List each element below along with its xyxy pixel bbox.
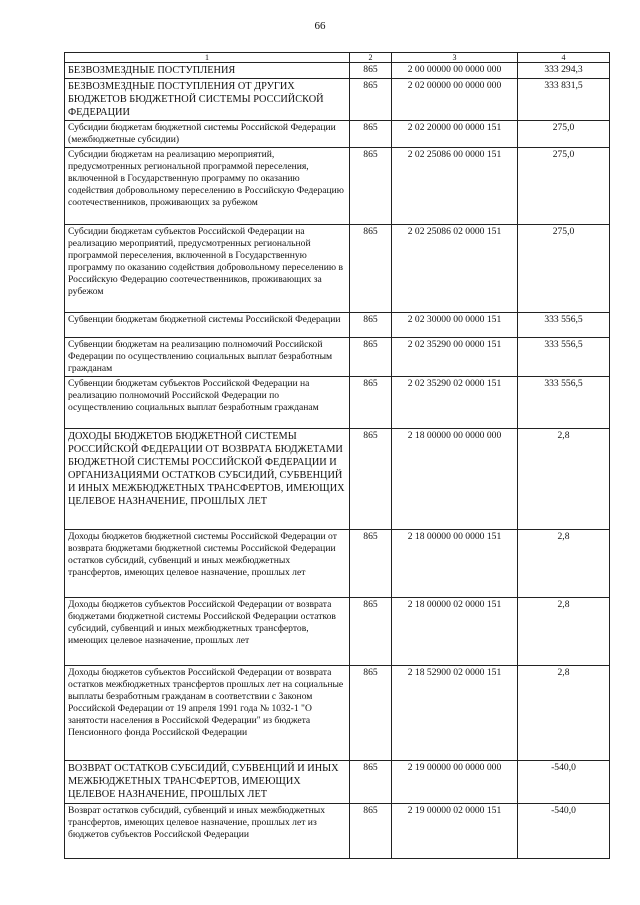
table-body [65,53,610,859]
row-amount-cell: 2,8 [518,429,610,530]
table-row [65,63,610,79]
row-admin-code-cell: 865 [350,804,392,859]
column-header-name: 1 [65,53,350,63]
row-amount-cell: 333 556,5 [518,338,610,377]
column-header-kbk: 3 [392,53,518,63]
row-amount-cell: 275,0 [518,121,610,148]
row-name-cell: Субвенции бюджетам на реализацию полномочий Российской Федерации по осуществлению социальных выплат безработным гражданам [65,338,350,377]
row-budget-code-cell: 2 18 00000 00 0000 151 [392,530,518,598]
row-name-cell: Субвенции бюджетам субъектов Российской Федерации на реализацию полномочий Российской Федерации по осуществлению социальных выплат безработным гражданам [65,377,350,429]
row-admin-code-cell: 865 [350,63,392,79]
row-amount-cell: 333 294,3 [518,63,610,79]
row-name-cell: ВОЗВРАТ ОСТАТКОВ СУБСИДИЙ, СУБВЕНЦИЙ И ИНЫХ МЕЖБЮДЖЕТНЫХ ТРАНСФЕРТОВ, ИМЕЮЩИХ ЦЕЛЕВОЕ НАЗНАЧЕНИЕ, ПРОШЛЫХ ЛЕТ [65,761,350,804]
table-row [65,377,610,429]
row-name-cell: Субвенции бюджетам бюджетной системы Российской Федерации [65,313,350,338]
row-admin-code-cell: 865 [350,225,392,313]
column-header-sum: 4 [518,53,610,63]
row-budget-code-cell: 2 02 25086 02 0000 151 [392,225,518,313]
row-budget-code-cell: 2 02 35290 02 0000 151 [392,377,518,429]
row-amount-cell: 2,8 [518,666,610,761]
row-admin-code-cell: 865 [350,598,392,666]
table-header-row [65,53,610,63]
row-admin-code-cell: 865 [350,338,392,377]
row-amount-cell: 333 831,5 [518,79,610,121]
row-admin-code-cell: 865 [350,429,392,530]
row-name-cell: ДОХОДЫ БЮДЖЕТОВ БЮДЖЕТНОЙ СИСТЕМЫ РОССИЙСКОЙ ФЕДЕРАЦИИ ОТ ВОЗВРАТА БЮДЖЕТАМИ БЮДЖЕТНОЙ СИСТЕМЫ РОССИЙСКОЙ ФЕДЕРАЦИИ И ОРГАНИЗАЦИЯМИ ОСТАТКОВ СУБСИДИЙ, СУБВЕНЦИЙ И ИНЫХ МЕЖБЮДЖЕТНЫХ ТРАНСФЕРТОВ, ИМЕЮЩИХ ЦЕЛЕВОЕ НАЗНАЧЕНИЕ, ПРОШЛЫХ ЛЕТ [65,429,350,530]
row-budget-code-cell: 2 18 00000 02 0000 151 [392,598,518,666]
row-budget-code-cell: 2 02 20000 00 0000 151 [392,121,518,148]
row-admin-code-cell: 865 [350,121,392,148]
row-name-cell: Возврат остатков субсидий, субвенций и иных межбюджетных трансфертов, имеющих целевое назначение, прошлых лет из бюджетов субъектов Российской Федерации [65,804,350,859]
row-amount-cell: 333 556,5 [518,377,610,429]
table-row [65,598,610,666]
row-amount-cell: 2,8 [518,530,610,598]
row-name-cell: БЕЗВОЗМЕЗДНЫЕ ПОСТУПЛЕНИЯ ОТ ДРУГИХ БЮДЖЕТОВ БЮДЖЕТНОЙ СИСТЕМЫ РОССИЙСКОЙ ФЕДЕРАЦИИ [65,79,350,121]
row-name-cell: Доходы бюджетов субъектов Российской Федерации от возврата бюджетами бюджетной системы Российской Федерации остатков субсидий, субвенций и иных межбюджетных трансфертов, имеющих целевое назначение, прошлых лет [65,598,350,666]
row-budget-code-cell: 2 18 00000 00 0000 000 [392,429,518,530]
table-row [65,121,610,148]
row-name-cell: Субсидии бюджетам на реализацию мероприятий, предусмотренных региональной программой переселения, включенной в Государственную программу по оказанию содействия добровольному переселению в Российскую Федерацию соотечественников, проживающих за рубежом [65,148,350,225]
row-name-cell: БЕЗВОЗМЕЗДНЫЕ ПОСТУПЛЕНИЯ [65,63,350,79]
row-budget-code-cell: 2 02 30000 00 0000 151 [392,313,518,338]
row-name-cell: Субсидии бюджетам субъектов Российской Федерации на реализацию мероприятий, предусмотренных региональной программой переселения, включенной в Государственную программу по оказанию содействия добровольному переселению в Российскую Федерацию соотечественников, проживающих за рубежом [65,225,350,313]
table-row [65,429,610,530]
table-row [65,225,610,313]
row-amount-cell: 333 556,5 [518,313,610,338]
row-budget-code-cell: 2 18 52900 02 0000 151 [392,666,518,761]
row-name-cell: Доходы бюджетов бюджетной системы Российской Федерации от возврата бюджетами бюджетной системы Российской Федерации остатков субсидий, субвенций и иных межбюджетных трансфертов, имеющих целевое назначение, прошлых лет [65,530,350,598]
budget-revenue-table [64,52,610,859]
page-number: 66 [314,20,326,32]
row-budget-code-cell: 2 19 00000 00 0000 000 [392,761,518,804]
row-admin-code-cell: 865 [350,148,392,225]
row-budget-code-cell: 2 02 00000 00 0000 000 [392,79,518,121]
table-row [65,338,610,377]
column-header-code: 2 [350,53,392,63]
row-admin-code-cell: 865 [350,761,392,804]
row-budget-code-cell: 2 00 00000 00 0000 000 [392,63,518,79]
row-admin-code-cell: 865 [350,377,392,429]
row-amount-cell: 2,8 [518,598,610,666]
row-budget-code-cell: 2 19 00000 02 0000 151 [392,804,518,859]
table-row [65,761,610,804]
row-budget-code-cell: 2 02 35290 00 0000 151 [392,338,518,377]
table-row [65,530,610,598]
row-amount-cell: 275,0 [518,225,610,313]
table-row [65,148,610,225]
table-row [65,666,610,761]
row-admin-code-cell: 865 [350,530,392,598]
table-row [65,313,610,338]
row-amount-cell: -540,0 [518,804,610,859]
table-row [65,804,610,859]
row-name-cell: Доходы бюджетов субъектов Российской Федерации от возврата остатков межбюджетных трансфертов прошлых лет на социальные выплаты безработным гражданам в соответствии с Законом Российской Федерации от 19 апреля 1991 года № 1032-1 "О занятости населения в Российской Федерации" из бюджета Пенсионного фонда Российской Федерации [65,666,350,761]
row-amount-cell: 275,0 [518,148,610,225]
row-admin-code-cell: 865 [350,666,392,761]
row-admin-code-cell: 865 [350,79,392,121]
table-row [65,79,610,121]
row-amount-cell: -540,0 [518,761,610,804]
row-admin-code-cell: 865 [350,313,392,338]
row-budget-code-cell: 2 02 25086 00 0000 151 [392,148,518,225]
row-name-cell: Субсидии бюджетам бюджетной системы Российской Федерации (межбюджетные субсидии) [65,121,350,148]
